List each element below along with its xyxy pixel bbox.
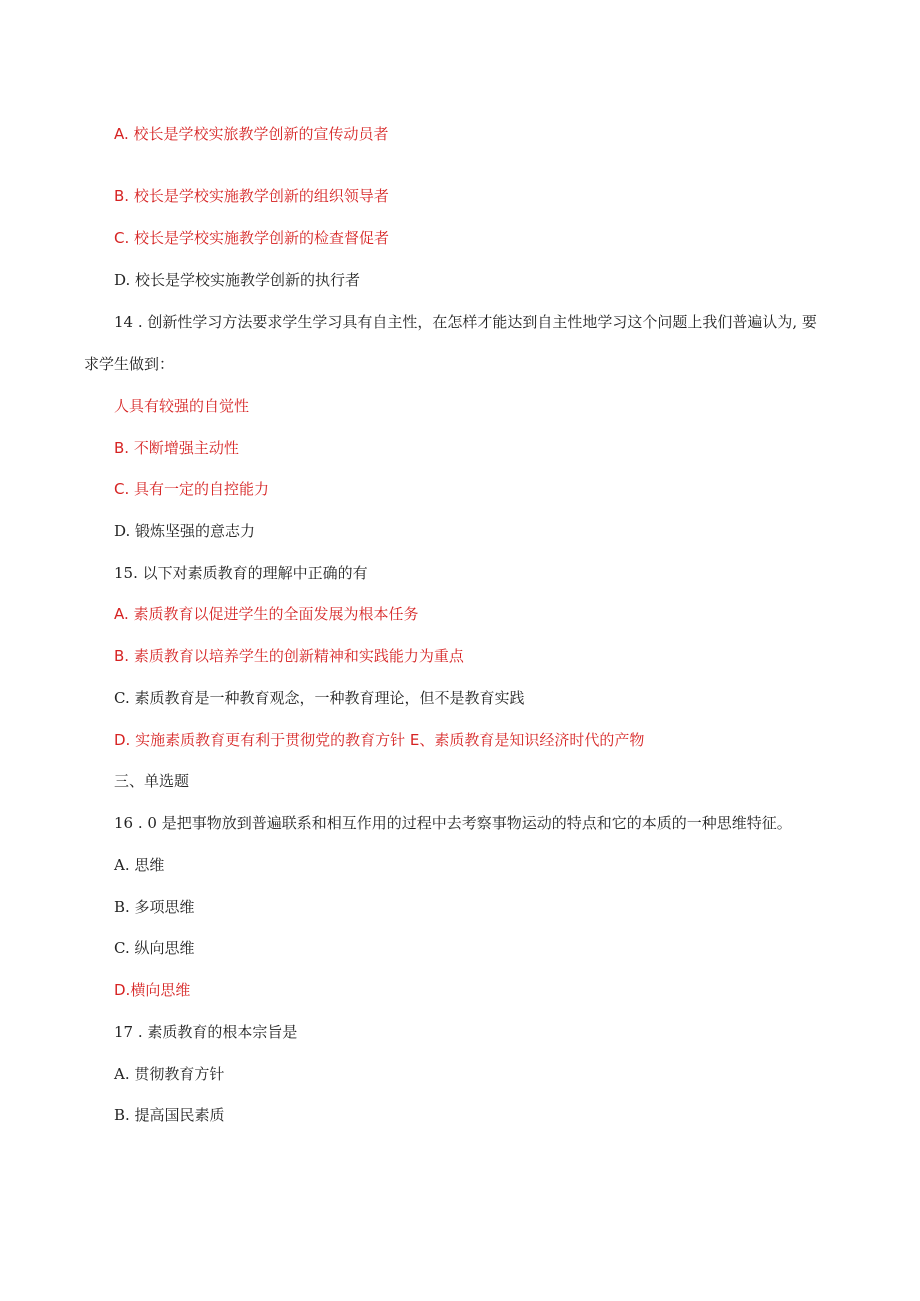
q13-option-d: D. 校长是学校实施教学创新的执行者: [114, 271, 361, 289]
q14-option-c: C. 具有一定的自控能力: [114, 480, 270, 498]
q15-option-b: B. 素质教育以培养学生的创新精神和实践能力为重点: [114, 647, 464, 665]
q14-stem-line2: 求学生做到：: [84, 355, 175, 373]
q14-option-b: B. 不断增强主动性: [114, 439, 239, 457]
q13-option-a: A. 校长是学校实旅教学创新的宣传动员者: [114, 125, 389, 143]
q17-option-b: B. 提高国民素质: [114, 1106, 225, 1124]
section-title-single-choice: 三、单选题: [114, 772, 190, 790]
q14-option-a: 人具有较强的自觉性: [114, 397, 250, 415]
q14-option-d: D. 锻炼坚强的意志力: [114, 522, 256, 540]
q13-option-c: C. 校长是学校实施教学创新的检查督促者: [114, 229, 390, 247]
q16-stem: 16 . 0 是把事物放到普遍联系和相互作用的过程中去考察事物运动的特点和它的本质的一种思维特征。: [114, 814, 792, 832]
q17-option-a: A. 贯彻教育方针: [114, 1065, 225, 1083]
q15-option-c: C. 素质教育是一种教育观念，一种教育理论，但不是教育实践: [114, 689, 525, 707]
q16-option-a: A. 思维: [114, 856, 165, 874]
q15-option-a: A. 素质教育以促进学生的全面发展为根本任务: [114, 605, 419, 623]
q15-stem: 15. 以下对素质教育的理解中正确的有: [114, 564, 368, 582]
q15-option-de: D. 实施素质教育更有利于贯彻党的教育方针 E、素质教育是知识经济时代的产物: [114, 731, 645, 749]
q16-option-d: D.横向思维: [114, 981, 191, 999]
q14-stem-line1: 14 . 创新性学习方法要求学生学习具有自主性，在怎样才能达到自主性地学习这个问题上我们普遍认为, 要: [114, 313, 817, 331]
q17-stem: 17 . 素质教育的根本宗旨是: [114, 1023, 298, 1041]
q16-option-b: B. 多项思维: [114, 898, 195, 916]
q13-option-b: B. 校长是学校实施教学创新的组织领导者: [114, 187, 389, 205]
q16-option-c: C. 纵向思维: [114, 939, 195, 957]
